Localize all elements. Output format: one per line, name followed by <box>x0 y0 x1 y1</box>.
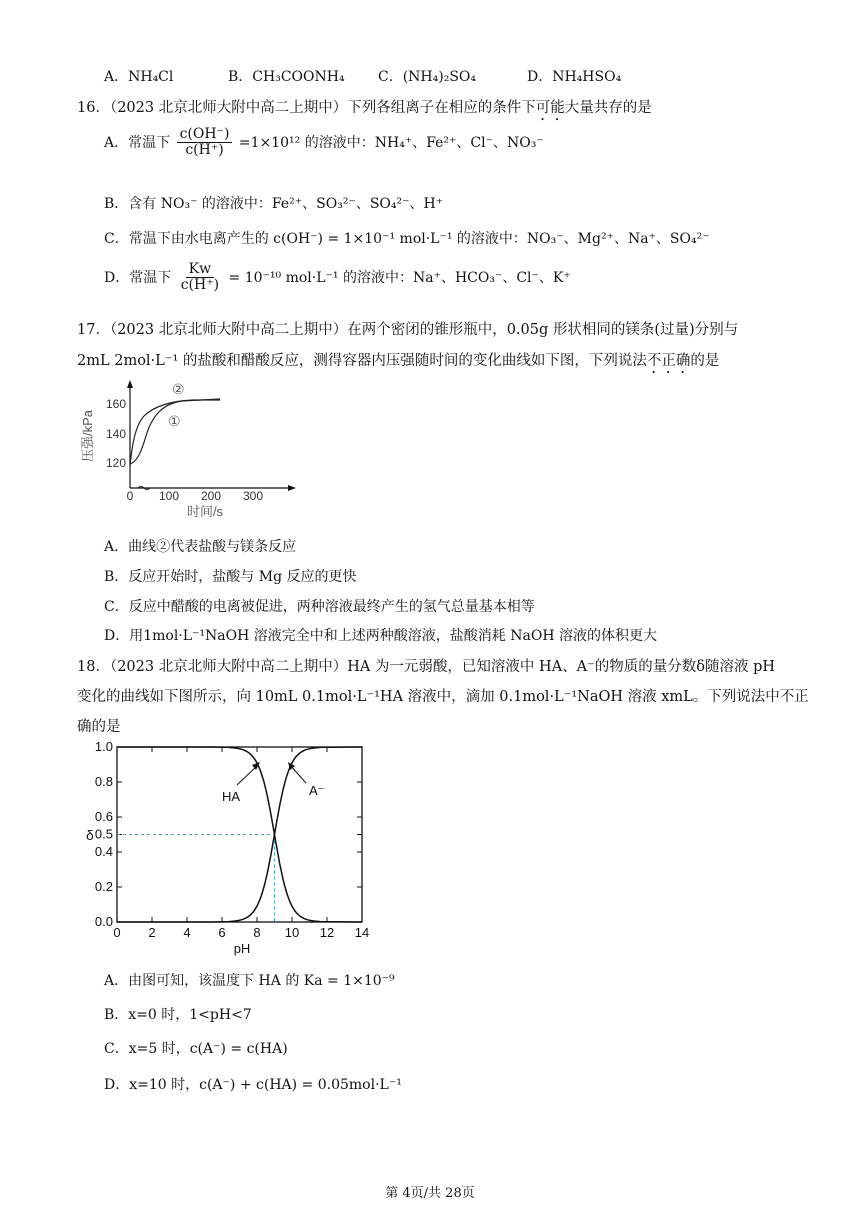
curve-2 <box>130 400 220 466</box>
q16-option-c: C．常温下由水电离产生的 c(OH⁻) = 1×10⁻¹ mol·L⁻¹ 的溶液中：NO₃⁻、Mg²⁺、Na⁺、SO₄²⁻ <box>104 231 710 247</box>
chart17-ylabel: 压强/kPa <box>80 409 95 463</box>
q17-option-b: B．反应开始时，盐酸与 Mg 反应的更快 <box>104 569 357 585</box>
q17-option-d: D．用1mol·L⁻¹NaOH 溶液完全中和上述两种酸溶液，盐酸消耗 NaOH 溶液的体积更大 <box>104 628 657 644</box>
page-number: 第 4页/共 28页 <box>385 1186 475 1201</box>
q18-option-d: D．x=10 时，c(A⁻) + c(HA) = 0.05mol·L⁻¹ <box>104 1077 402 1093</box>
question-18-line1: 18．（2023 北京北师大附中高二上期中）HA 为一元弱酸，已知溶液中 HA、A⁻的物质的量分数δ随溶液 pH <box>77 659 776 675</box>
delta-ph-chart <box>72 735 382 960</box>
q16-option-d: D．常温下 $\frac{Kw}{c(H^+)}$ = 10⁻¹⁰ mol·L⁻¹ 的溶液中：Na⁺、HCO₃⁻、Cl⁻、K⁺ <box>104 261 571 294</box>
question-17-line1: 17．（2023 北京北师大附中高二上期中）在两个密闭的锥形瓶中，0.05g 形状相同的镁条(过量)分别与 <box>77 322 739 338</box>
x-tick-label: 10 <box>284 925 300 940</box>
x-tick-label: 0 <box>113 925 121 940</box>
question-18-line2: 变化的曲线如下图所示，向 10mL 0.1mol·L⁻¹HA 溶液中，滴加 0.1mol·L⁻¹NaOH 溶液 xmL。下列说法中不正 <box>77 689 809 705</box>
chart17-label-1: ① <box>168 413 181 429</box>
option-c-top: C．(NH₄)₂SO₄ <box>378 69 476 85</box>
delta-xlabel: pH <box>233 941 251 956</box>
x-tick-label: 2 <box>148 925 156 940</box>
question-17-line2: 2mL 2mol·L⁻¹ 的盐酸和醋酸反应，测得容器内压强随时间的变化曲线如下图，下列说法不正确的是 <box>77 353 720 369</box>
q17-option-c: C．反应中醋酸的电离被促进，两种溶液最终产生的氢气总量基本相等 <box>104 599 535 615</box>
question-18-line3: 确的是 <box>77 719 121 735</box>
option-b-top: B．CH₃COONH₄ <box>228 69 345 85</box>
q16-option-a: A．常温下 $\frac{c(OH^-)}{c(H^+)}$ =1×10¹² 的溶液中：NH₄⁺、Fe²⁺、Cl⁻、NO₃⁻ <box>104 126 544 159</box>
x-tick-label: 8 <box>253 925 261 940</box>
q16-option-b: B．含有 NO₃⁻ 的溶液中：Fe²⁺、SO₃²⁻、SO₄²⁻、H⁺ <box>104 196 444 212</box>
q18-option-b: B．x=0 时，1<pH<7 <box>104 1007 252 1023</box>
chart17-xlabel: 时间/s <box>186 504 224 519</box>
y-tick-label: 0.8 <box>94 774 113 789</box>
curve-1 <box>130 399 220 464</box>
chart17-xtick: 0 <box>126 489 134 503</box>
y-tick-label: 0.5 <box>94 826 113 842</box>
y-tick-label: 1.0 <box>94 739 113 754</box>
y-tick-label: 0.0 <box>94 914 113 929</box>
y-tick-label: 0.4 <box>94 844 113 859</box>
chart17-xtick: 100 <box>158 489 180 503</box>
chart17-xtick: 200 <box>200 489 222 503</box>
q18-option-c: C．x=5 时，c(A⁻) = c(HA) <box>104 1041 288 1057</box>
chart17-xtick: 300 <box>242 489 264 503</box>
chart17-ytick: 140 <box>105 427 126 441</box>
delta-ylabel: δ <box>86 827 94 843</box>
x-tick-label: 4 <box>183 925 191 940</box>
annotation-ha: HA <box>222 789 241 804</box>
pressure-time-chart <box>72 376 302 524</box>
x-tick-label: 6 <box>218 925 226 940</box>
q17-option-a: A．曲线②代表盐酸与镁条反应 <box>104 539 297 555</box>
x-tick-label: 14 <box>354 925 370 940</box>
annotation-a-minus: A⁻ <box>309 783 325 798</box>
chart17-label-2: ② <box>172 381 185 397</box>
option-a-top: A．NH₄Cl <box>104 69 174 85</box>
y-tick-label: 0.6 <box>94 809 113 824</box>
option-d-top: D．NH₄HSO₄ <box>527 69 622 85</box>
chart17-ytick: 160 <box>105 397 126 411</box>
question-16-stem: 16．（2023 北京北师大附中高二上期中）下列各组离子在相应的条件下可能大量共存的是 <box>77 100 652 116</box>
x-tick-label: 12 <box>319 925 335 940</box>
y-tick-label: 0.2 <box>94 879 113 894</box>
chart17-ytick: 120 <box>105 456 126 470</box>
q18-option-a: A．由图可知，该温度下 HA 的 Ka = 1×10⁻⁹ <box>104 973 395 989</box>
